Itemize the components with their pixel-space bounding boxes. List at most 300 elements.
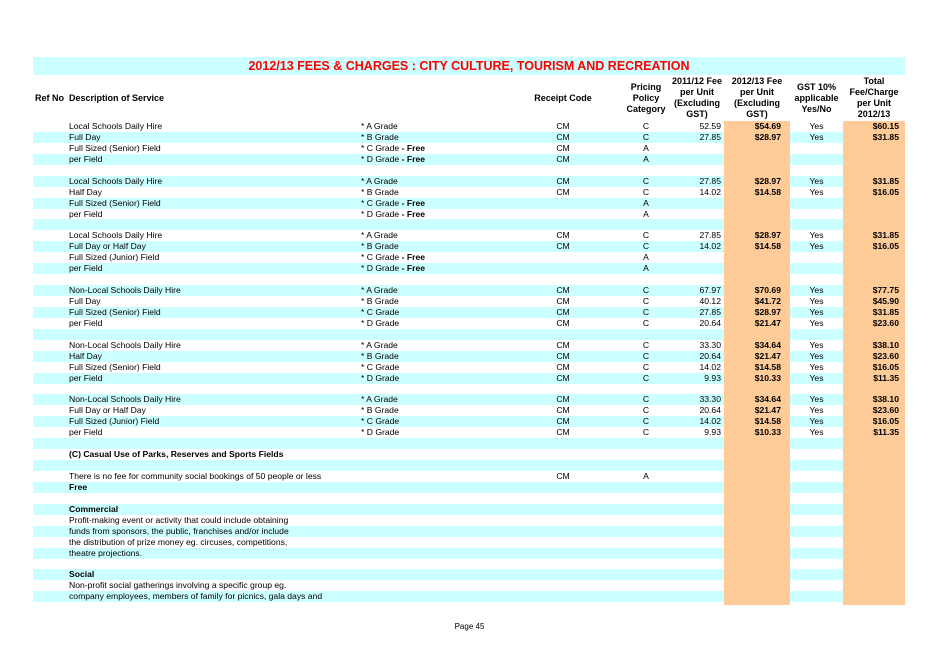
cell-grade [361, 285, 398, 296]
cell-fee-2012: $28.97 [754, 131, 781, 142]
table-row [33, 296, 905, 307]
cell-gst: Yes [809, 306, 824, 317]
table-row [33, 252, 905, 263]
cell-gst: Yes [809, 427, 824, 438]
cell-pricing-policy: C [642, 427, 650, 438]
cell-description: Full Sized (Senior) Field [69, 306, 161, 317]
row-band-gst [790, 580, 843, 591]
cell-fee-2011: 27.85 [699, 175, 721, 186]
row-band-gst [790, 263, 843, 274]
row-band-gst [790, 209, 843, 220]
cell-total: $16.05 [872, 361, 899, 372]
cell-pricing-policy: C [642, 175, 650, 186]
grade-text: * B Grade [361, 186, 399, 197]
cell-description: Commercial [69, 503, 119, 514]
cell-description: Full Sized (Junior) Field [69, 416, 160, 427]
cell-description: Full Sized (Senior) Field [69, 361, 161, 372]
cell-receipt-code: CM [556, 121, 570, 131]
table-row [33, 394, 905, 405]
cell-fee-2011: 20.64 [699, 317, 721, 328]
fees-table-body [33, 121, 905, 602]
row-band-gst [790, 198, 843, 209]
cell-gst: Yes [809, 394, 824, 405]
cell-fee-2012: $34.64 [754, 339, 781, 350]
row-band-gst [790, 154, 843, 165]
table-row [33, 591, 905, 602]
table-row [33, 340, 905, 351]
cell-grade [361, 209, 425, 220]
table-row [33, 187, 905, 198]
cell-fee-2011: 27.85 [699, 230, 721, 241]
cell-description: per Field [69, 372, 103, 383]
free-label: - Free [399, 197, 426, 208]
cell-pricing-policy: A [643, 153, 649, 164]
header-ref-no: Ref No [35, 92, 64, 103]
table-row [33, 416, 905, 427]
cell-total: $31.85 [872, 131, 899, 142]
cell-receipt-code: CM [556, 230, 570, 241]
row-band [33, 384, 724, 395]
row-band-gst [790, 329, 843, 340]
row-band-gst [790, 384, 843, 395]
row-band [33, 493, 724, 504]
cell-fee-2012: $10.33 [754, 427, 781, 438]
cell-grade [361, 252, 425, 263]
cell-description: per Field [69, 153, 103, 164]
cell-receipt-code: CM [556, 175, 570, 186]
cell-description: Full Sized (Senior) Field [69, 142, 161, 153]
cell-receipt-code: CM [556, 339, 570, 350]
cell-grade [361, 405, 399, 416]
cell-total: $31.85 [872, 175, 899, 186]
page-title: 2012/13 FEES & CHARGES : CITY CULTURE, TOURISM AND RECREATION [248, 59, 690, 73]
cell-grade [361, 132, 399, 143]
cell-gst: Yes [809, 361, 824, 372]
cell-description: Non-Local Schools Daily Hire [69, 339, 181, 350]
cell-pricing-policy: A [643, 208, 649, 219]
cell-gst: Yes [809, 317, 824, 328]
row-band-gst [790, 537, 843, 548]
cell-grade [361, 373, 399, 384]
cell-description: Full Day or Half Day [69, 241, 146, 252]
cell-total: $23.60 [872, 405, 899, 416]
cell-receipt-code: CM [556, 142, 570, 153]
table-row [33, 460, 905, 471]
row-band [33, 559, 724, 570]
cell-fee-2012: $14.58 [754, 241, 781, 252]
cell-description: Full Day [69, 131, 101, 142]
free-label: - Free [399, 153, 426, 164]
cell-grade [361, 307, 399, 318]
cell-pricing-policy: C [642, 186, 650, 197]
table-row [33, 274, 905, 285]
cell-description: Full Day [69, 296, 101, 306]
grade-text: * D Grade [361, 263, 400, 274]
cell-receipt-code: CM [556, 350, 570, 361]
table-row [33, 482, 905, 493]
cell-gst: Yes [809, 241, 824, 252]
cell-pricing-policy: C [642, 361, 650, 372]
grade-text: * A Grade [361, 285, 398, 296]
cell-receipt-code: CM [556, 427, 570, 438]
cell-pricing-policy: C [642, 394, 650, 405]
cell-grade [361, 394, 398, 405]
cell-pricing-policy: C [642, 416, 650, 427]
cell-description: Half Day [69, 186, 102, 197]
grade-text: * C Grade [361, 142, 400, 153]
table-row [33, 198, 905, 209]
cell-description: the distribution of prize money eg. circuses, competitions, [69, 536, 288, 547]
cell-receipt-code: CM [556, 186, 570, 197]
table-row [33, 241, 905, 252]
free-label: - Free [399, 142, 426, 153]
table-row [33, 493, 905, 504]
cell-total: $11.35 [873, 372, 899, 383]
cell-fee-2012: $41.72 [754, 296, 781, 306]
cell-grade [361, 154, 425, 165]
cell-pricing-policy: C [642, 306, 650, 317]
table-row [33, 569, 905, 580]
cell-total: $23.60 [872, 317, 899, 328]
cell-total: $38.10 [872, 339, 899, 350]
cell-fee-2011: 9.93 [704, 427, 721, 438]
cell-receipt-code: CM [556, 153, 570, 164]
cell-grade [361, 340, 398, 351]
row-band [33, 569, 724, 580]
table-row [33, 143, 905, 154]
cell-gst: Yes [809, 175, 824, 186]
cell-gst: Yes [809, 285, 824, 296]
row-band-gst [790, 526, 843, 537]
row-band-gst [790, 591, 843, 602]
header-gst: GST 10% applicable Yes/No [794, 81, 839, 114]
cell-receipt-code: CM [556, 317, 570, 328]
grade-text: * A Grade [361, 230, 398, 241]
row-band-gst [790, 569, 843, 580]
cell-total: $77.75 [872, 285, 899, 296]
free-label: - Free [399, 263, 426, 274]
cell-pricing-policy: A [643, 197, 649, 208]
cell-pricing-policy: C [642, 285, 650, 296]
cell-total: $31.85 [872, 230, 899, 241]
grade-text: * B Grade [361, 296, 399, 306]
cell-fee-2011: 14.02 [699, 241, 721, 252]
table-row [33, 373, 905, 384]
cell-description: Full Day or Half Day [69, 405, 146, 416]
cell-receipt-code: CM [556, 405, 570, 416]
cell-description: Free [69, 481, 88, 492]
table-row [33, 351, 905, 362]
row-band-gst [790, 559, 843, 570]
cell-fee-2012: $28.97 [754, 230, 781, 241]
cell-gst: Yes [809, 296, 824, 306]
cell-fee-2011: 52.59 [699, 121, 721, 131]
row-band [33, 165, 724, 176]
cell-fee-2012: $28.97 [754, 175, 781, 186]
cell-pricing-policy: A [643, 252, 649, 263]
grade-text: * C Grade [361, 306, 400, 317]
cell-description: per Field [69, 317, 103, 328]
row-band [33, 219, 724, 230]
cell-fee-2011: 20.64 [699, 405, 721, 416]
cell-description: funds from sponsors, the public, franchises and/or include [69, 525, 289, 536]
grade-text: * C Grade [361, 361, 400, 372]
cell-description: per Field [69, 263, 103, 274]
table-row [33, 427, 905, 438]
cell-grade [361, 187, 399, 198]
grade-text: * C Grade [361, 416, 400, 427]
cell-description: per Field [69, 427, 103, 438]
cell-total: $38.10 [872, 394, 899, 405]
table-row [33, 537, 905, 548]
cell-gst: Yes [809, 131, 824, 142]
cell-fee-2012: $21.47 [754, 350, 781, 361]
cell-grade [361, 230, 398, 241]
cell-grade [361, 318, 399, 329]
title-band [33, 57, 905, 75]
cell-receipt-code: CM [556, 372, 570, 383]
cell-pricing-policy: A [643, 142, 649, 153]
table-row [33, 285, 905, 296]
cell-pricing-policy: C [642, 405, 650, 416]
header-total: Total Fee/Charge per Unit 2012/13 [849, 76, 899, 119]
cell-description: theatre projections. [69, 547, 143, 558]
cell-total: $45.90 [872, 296, 899, 306]
row-band-gst [790, 471, 843, 482]
table-row [33, 263, 905, 274]
cell-description: company employees, members of family for picnics, gala days and [69, 591, 323, 602]
free-label: - Free [399, 252, 426, 263]
cell-grade [361, 416, 399, 427]
cell-pricing-policy: C [642, 121, 650, 131]
cell-total: $16.05 [872, 416, 899, 427]
row-band-gst [790, 515, 843, 526]
table-row [33, 384, 905, 395]
cell-grade [361, 241, 399, 252]
cell-grade [361, 263, 425, 274]
cell-fee-2011: 67.97 [699, 285, 721, 296]
cell-description: (C) Casual Use of Parks, Reserves and Sports Fields [69, 449, 284, 460]
cell-pricing-policy: C [642, 296, 650, 306]
header-fee-2011: 2011/12 Fee per Unit (Excluding GST) [671, 76, 723, 119]
page-number: Page 45 [454, 622, 485, 631]
grade-text: * D Grade [361, 153, 400, 164]
cell-fee-2012: $70.69 [754, 285, 781, 296]
table-row [33, 307, 905, 318]
table-row [33, 526, 905, 537]
table-row [33, 559, 905, 570]
table-row [33, 154, 905, 165]
table-row [33, 219, 905, 230]
cell-description: Social [69, 569, 95, 580]
row-band-gst [790, 548, 843, 559]
table-row [33, 230, 905, 241]
grade-text: * B Grade [361, 405, 399, 416]
header-description: Description of Service [69, 92, 165, 103]
table-row [33, 329, 905, 340]
table-row [33, 438, 905, 449]
cell-gst: Yes [809, 372, 824, 383]
cell-fee-2011: 27.85 [699, 131, 721, 142]
table-row [33, 471, 905, 482]
row-band-gst [790, 252, 843, 263]
cell-fee-2011: 33.30 [699, 394, 721, 405]
cell-pricing-policy: C [642, 372, 650, 383]
table-row [33, 548, 905, 559]
cell-total: $11.35 [873, 427, 899, 438]
row-band [33, 482, 724, 493]
row-band-gst [790, 143, 843, 154]
row-band-gst [790, 438, 843, 449]
cell-fee-2012: $14.58 [754, 416, 781, 427]
table-row [33, 449, 905, 460]
cell-pricing-policy: A [643, 471, 649, 481]
cell-receipt-code: CM [556, 416, 570, 427]
row-band-gst [790, 460, 843, 471]
cell-grade [361, 351, 399, 362]
cell-receipt-code: CM [556, 131, 570, 142]
cell-gst: Yes [809, 186, 824, 197]
cell-grade [361, 296, 399, 307]
cell-total: $16.05 [872, 241, 899, 252]
row-band [33, 329, 724, 340]
cell-grade [361, 121, 398, 132]
cell-description: Non-Local Schools Daily Hire [69, 285, 181, 296]
cell-grade [361, 198, 425, 209]
table-row [33, 209, 905, 220]
cell-gst: Yes [809, 416, 824, 427]
row-band-gst [790, 493, 843, 504]
cell-total: $23.60 [872, 350, 899, 361]
cell-fee-2012: $54.69 [754, 121, 781, 131]
cell-description: Local Schools Daily Hire [69, 121, 163, 131]
cell-description: Non-Local Schools Daily Hire [69, 394, 181, 405]
cell-fee-2012: $14.58 [754, 361, 781, 372]
table-row [33, 165, 905, 176]
cell-gst: Yes [809, 405, 824, 416]
cell-fee-2011: 14.02 [699, 361, 721, 372]
row-band [33, 460, 724, 471]
cell-description: Local Schools Daily Hire [69, 230, 163, 241]
cell-fee-2011: 33.30 [699, 339, 721, 350]
cell-receipt-code: CM [556, 471, 570, 481]
table-header [33, 75, 905, 121]
cell-receipt-code: CM [556, 241, 570, 252]
cell-description: Profit-making event or activity that could include obtaining [69, 514, 289, 525]
grade-text: * D Grade [361, 208, 400, 219]
cell-description: There is no fee for community social bookings of 50 people or less [69, 471, 322, 481]
cell-pricing-policy: C [642, 317, 650, 328]
grade-text: * C Grade [361, 197, 400, 208]
row-band-gst [790, 504, 843, 515]
grade-text: * A Grade [361, 339, 398, 350]
cell-fee-2012: $21.47 [754, 317, 781, 328]
cell-gst: Yes [809, 230, 824, 241]
cell-total: $16.05 [872, 186, 899, 197]
table-row [33, 121, 905, 132]
cell-receipt-code: CM [556, 296, 570, 306]
cell-description: Non-profit social gatherings involving a specific group eg. [69, 580, 287, 591]
cell-description: Local Schools Daily Hire [69, 175, 163, 186]
table-row [33, 515, 905, 526]
table-row [33, 362, 905, 373]
cell-grade [361, 143, 425, 154]
cell-receipt-code: CM [556, 361, 570, 372]
row-band-gst [790, 449, 843, 460]
cell-description: Full Sized (Junior) Field [69, 252, 160, 263]
cell-grade [361, 427, 399, 438]
row-band-gst [790, 219, 843, 230]
table-row [33, 176, 905, 187]
cell-fee-2012: $14.58 [754, 186, 781, 197]
cell-fee-2011: 40.12 [699, 296, 721, 306]
cell-pricing-policy: A [643, 263, 649, 274]
cell-pricing-policy: C [642, 339, 650, 350]
grade-text: * D Grade [361, 317, 400, 328]
cell-description: per Field [69, 208, 103, 219]
grade-text: * D Grade [361, 427, 400, 438]
grade-text: * A Grade [361, 121, 398, 131]
cell-receipt-code: CM [556, 394, 570, 405]
cell-pricing-policy: C [642, 241, 650, 252]
cell-pricing-policy: C [642, 350, 650, 361]
cell-total: $31.85 [872, 306, 899, 317]
row-band-gst [790, 482, 843, 493]
table-row [33, 504, 905, 515]
row-band-gst [790, 274, 843, 285]
header-pricing-policy: Pricing Policy Category [626, 81, 666, 114]
cell-total: $60.15 [872, 121, 899, 131]
cell-gst: Yes [809, 350, 824, 361]
cell-pricing-policy: C [642, 230, 650, 241]
grade-text: * B Grade [361, 350, 399, 361]
grade-text: * B Grade [361, 131, 399, 142]
cell-fee-2012: $21.47 [754, 405, 781, 416]
row-band [33, 438, 724, 449]
cell-fee-2011: 14.02 [699, 416, 721, 427]
cell-receipt-code: CM [556, 306, 570, 317]
cell-fee-2011: 27.85 [699, 306, 721, 317]
cell-fee-2011: 9.93 [704, 372, 721, 383]
cell-gst: Yes [809, 121, 824, 131]
cell-fee-2012: $10.33 [754, 372, 781, 383]
grade-text: * C Grade [361, 252, 400, 263]
table-row [33, 580, 905, 591]
grade-text: * B Grade [361, 241, 399, 252]
header-receipt-code: Receipt Code [534, 92, 592, 103]
table-row [33, 132, 905, 143]
free-label: - Free [399, 208, 426, 219]
row-band-gst [790, 165, 843, 176]
grade-text: * A Grade [361, 394, 398, 405]
table-row [33, 318, 905, 329]
cell-fee-2012: $34.64 [754, 394, 781, 405]
cell-description: Full Sized (Senior) Field [69, 197, 161, 208]
header-fee-2012: 2012/13 Fee per Unit (Excluding GST) [731, 76, 783, 119]
row-band [33, 504, 724, 515]
cell-description: Half Day [69, 350, 102, 361]
grade-text: * D Grade [361, 372, 400, 383]
row-band [33, 274, 724, 285]
cell-fee-2011: 20.64 [699, 350, 721, 361]
cell-grade [361, 176, 398, 187]
cell-receipt-code: CM [556, 285, 570, 296]
table-row [33, 405, 905, 416]
cell-grade [361, 362, 399, 373]
grade-text: * A Grade [361, 175, 398, 186]
cell-gst: Yes [809, 339, 824, 350]
cell-pricing-policy: C [642, 131, 650, 142]
